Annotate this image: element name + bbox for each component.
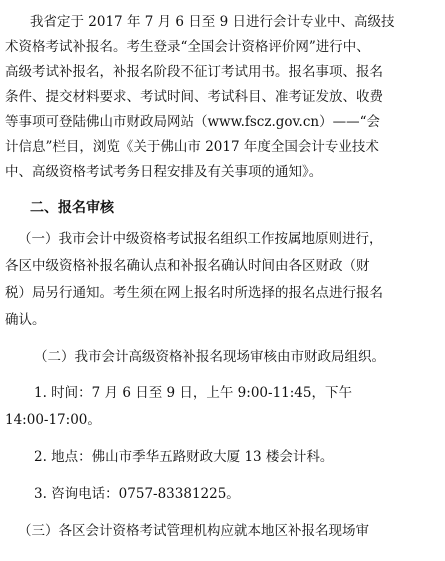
paragraph-line: （一）我市会计中级资格考试报名组织工作按属地原则进行， — [18, 231, 383, 247]
paragraph-line: 中、高级资格考试考务日程安排及有关事项的通知》。 — [5, 164, 323, 180]
paragraph-line: 条件、提交材料要求、考试时间、考试科目、准考证发放、收费 — [5, 89, 383, 105]
section-heading: 二、报名审核 — [30, 200, 114, 216]
paragraph-line: （二）我市会计高级资格补报名现场审核由市财政局组织。 — [34, 349, 385, 365]
list-item: 2. 地点：佛山市季华五路财政大厦 13 楼会计科。 — [34, 449, 334, 465]
paragraph-line: 我省定于 2017 年 7 月 6 日至 9 日进行会计专业中、高级技 — [30, 14, 395, 30]
paragraph-line: 高级考试补报名，补报名阶段不征订考试用书。报名事项、报名 — [5, 64, 383, 80]
list-item: 1. 时间：7 月 6 日至 9 日，上午 9:00-11:45，下午 — [34, 385, 352, 401]
paragraph-line: （三）各区会计资格考试管理机构应就本地区补报名现场审 — [18, 523, 369, 539]
paragraph-line: 确认。 — [5, 312, 46, 328]
paragraph-line: 术资格考试补报名。考生登录“全国会计资格评价网”进行中、 — [5, 39, 370, 55]
paragraph-line: 各区中级资格补报名确认点和补报名确认时间由各区财政（财 — [5, 258, 370, 274]
paragraph-line: 税）局另行通知。考生须在网上报名时所选择的报名点进行报名 — [5, 285, 383, 301]
list-item-continuation: 14:00-17:00。 — [5, 412, 101, 428]
paragraph-line: 等事项可登陆佛山市财政局网站（www.fscz.gov.cn）——“会 — [5, 114, 380, 130]
paragraph-line: 计信息”栏目，浏览《关于佛山市 2017 年度全国会计专业技术 — [5, 139, 379, 155]
list-item: 3. 咨询电话：0757-83381225。 — [34, 486, 240, 502]
